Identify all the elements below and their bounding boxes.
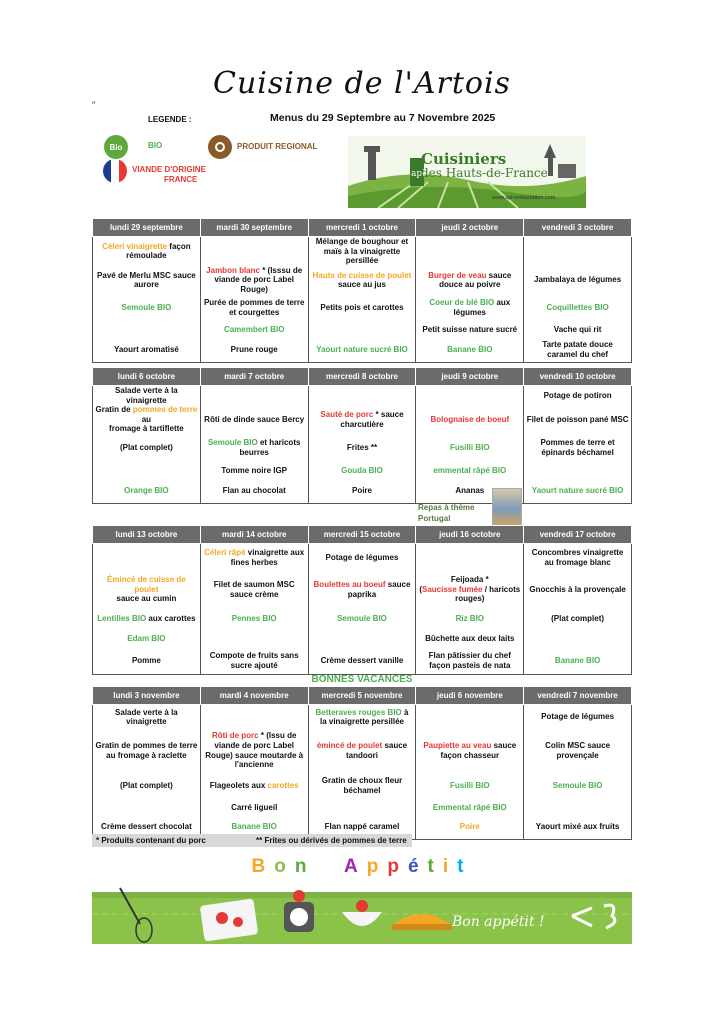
regional-product-icon — [208, 135, 232, 159]
footnote-fries: ** Frites ou dérivés de pommes de terre — [256, 836, 407, 845]
menu-cell: Poire — [308, 479, 416, 504]
menu-cell: Bolognaise de boeuf — [416, 405, 524, 434]
menu-row-main — [93, 266, 632, 295]
menu-cell: Pommes de terre et épinards béchamel — [524, 434, 632, 462]
menu-cell — [524, 800, 632, 816]
menu-cell: Colin MSC sauce provençale — [524, 730, 632, 772]
menu-cell: Prune rouge — [200, 338, 308, 363]
footnote-pork: * Produits contenant du porc — [96, 836, 206, 845]
menu-cell: Fusilli BIO — [416, 434, 524, 462]
day-header: mercredi 1 octobre — [308, 219, 416, 237]
menu-row-starter — [93, 386, 632, 406]
day-header: vendredi 10 octobre — [524, 368, 632, 386]
menu-cell: Orange BIO — [93, 479, 201, 504]
menu-cell: Yaourt nature sucré BIO — [308, 338, 416, 363]
legend-label: LEGENDE : — [148, 115, 192, 124]
menu-cell: Riz BIO — [416, 608, 524, 630]
menu-cell: Banane BIO — [416, 338, 524, 363]
day-header: lundi 13 octobre — [93, 526, 201, 544]
menu-cell: Burger de veau sauce douce au poivre — [416, 266, 524, 295]
menu-cell: Yaourt nature sucré BIO — [524, 479, 632, 504]
day-header: vendredi 7 novembre — [524, 687, 632, 705]
menu-row-main — [93, 730, 632, 772]
menu-cell: emmental râpé BIO — [416, 462, 524, 479]
bon-appetit-heading: Bon Appétit — [251, 856, 473, 877]
menu-cell: Banane BIO — [524, 648, 632, 675]
menu-cell: Poire — [416, 816, 524, 840]
day-header: lundi 3 novembre — [93, 687, 201, 705]
menu-cell — [416, 544, 524, 572]
menu-cell: Fusilli BIO — [416, 772, 524, 800]
menu-cell: Emmental râpé BIO — [416, 800, 524, 816]
menu-cell: Jambon blanc * (Isssu de viande de porc Label Rouge) — [200, 266, 308, 295]
menu-cell: Sauté de porc * sauce charcutière — [308, 405, 416, 434]
menu-cell: Yaourt aromatisé — [93, 338, 201, 363]
menu-row-dairy — [93, 800, 632, 816]
menu-cell: Flan au chocolat — [200, 479, 308, 504]
menu-cell — [308, 800, 416, 816]
menu-row-starter — [93, 237, 632, 266]
menu-cell: Céleri râpé vinaigrette aux fines herbes — [200, 544, 308, 572]
menu-cell: Gratin de choux fleur béchamel — [308, 772, 416, 800]
menu-week-1 — [92, 218, 632, 363]
day-header: jeudi 9 octobre — [416, 368, 524, 386]
menu-cell: Lentilles BIO aux carottes — [93, 608, 201, 630]
day-header: vendredi 17 octobre — [524, 526, 632, 544]
menu-cell: Concombres vinaigrette au fromage blanc — [524, 544, 632, 572]
page-title: Cuisine de l'Artois — [213, 66, 511, 101]
day-header: mardi 30 septembre — [200, 219, 308, 237]
menu-cell: Yaourt mixé aux fruits — [524, 816, 632, 840]
menu-row-dairy — [93, 462, 632, 479]
menu-row-side — [93, 772, 632, 800]
menu-cell: Bûchette aux deux laits — [416, 630, 524, 648]
menu-cell — [524, 630, 632, 648]
menu-cell: (Plat complet) — [93, 772, 201, 800]
menu-cell: Semoule BIO — [524, 772, 632, 800]
menu-cell — [200, 705, 308, 730]
menu-cell: Hauts de cuisse de poulet sauce au jus — [308, 266, 416, 295]
menu-cell — [308, 322, 416, 338]
menu-cell — [200, 630, 308, 648]
menu-cell — [200, 386, 308, 406]
menu-row-main — [93, 405, 632, 434]
menu-cell: Gratin de pommes de terre au fromage à raclette — [93, 730, 201, 772]
menu-cell: Camembert BIO — [200, 322, 308, 338]
menu-row-dessert — [93, 338, 632, 363]
menu-cell: émincé de poulet sauce tandoori — [308, 730, 416, 772]
cutting-board-icon — [200, 898, 258, 941]
menu-period: Menus du 29 Septembre au 7 Novembre 2025 — [270, 112, 496, 124]
menu-cell: Petits pois et carottes — [308, 295, 416, 322]
day-header: mardi 14 octobre — [200, 526, 308, 544]
day-header: lundi 29 septembre — [93, 219, 201, 237]
logo-line1: Cuisiniers — [421, 150, 507, 168]
menu-cell: Gouda BIO — [308, 462, 416, 479]
menu-row-dessert — [93, 648, 632, 675]
menu-cell — [93, 544, 201, 572]
menu-cell: Émincé de cuisse de poulet sauce au cumin — [93, 572, 201, 608]
menu-cell: Flan nappé caramel — [308, 816, 416, 840]
menu-cell — [93, 322, 201, 338]
menu-cell: Frites ** — [308, 434, 416, 462]
menu-cell — [416, 705, 524, 730]
menu-cell: Purée de pommes de terre et courgettes — [200, 295, 308, 322]
menu-cell: Crème dessert chocolat — [93, 816, 201, 840]
api-logo-mark: api — [411, 169, 426, 179]
week-header-row — [93, 526, 632, 544]
legend-bio: BIO — [148, 141, 163, 150]
day-header: jeudi 6 novembre — [416, 687, 524, 705]
menu-cell: (Plat complet) — [93, 434, 201, 462]
day-header: jeudi 16 octobre — [416, 526, 524, 544]
menu-cell — [308, 630, 416, 648]
menu-cell: Tomme noire IGP — [200, 462, 308, 479]
legend-viande: VIANDE D'ORIGINE — [132, 165, 206, 174]
menu-cell — [93, 800, 201, 816]
menu-cell: Edam BIO — [93, 630, 201, 648]
menu-cell: Feijoada * (Saucisse fumée / haricots rouges) — [416, 572, 524, 608]
menu-cell — [308, 386, 416, 406]
menu-cell: Flan pâtissier du chef façon pasteis de nata — [416, 648, 524, 675]
menu-cell: Rôti de dinde sauce Bercy — [200, 405, 308, 434]
day-header: vendredi 3 octobre — [524, 219, 632, 237]
menu-cell: Mélange de boughour et maïs à la vinaigrette persillée — [308, 237, 416, 266]
legend-regional: PRODUIT REGIONAL — [237, 142, 318, 151]
menu-cell — [416, 237, 524, 266]
menu-cell: (Plat complet) — [524, 608, 632, 630]
menu-row-dessert — [93, 479, 632, 504]
week-header-row — [93, 219, 632, 237]
menu-cell: Pennes BIO — [200, 608, 308, 630]
menu-week-3 — [92, 525, 632, 675]
menu-cell: Pavé de Merlu MSC sauce aurore — [93, 266, 201, 295]
menu-cell — [93, 462, 201, 479]
menu-cell: Potage de légumes — [524, 705, 632, 730]
menu-cell — [200, 237, 308, 266]
menu-row-dairy — [93, 322, 632, 338]
menu-cell: Pomme — [93, 648, 201, 675]
bio-icon: Bio — [104, 135, 128, 159]
menu-cell: Gratin de pommes de terre au fromage à tartiflette — [93, 405, 201, 434]
menu-cell: Jambalaya de légumes — [524, 266, 632, 295]
france-flag-icon — [103, 159, 127, 183]
week-header-row — [93, 368, 632, 386]
menu-cell: Potage de potiron — [524, 386, 632, 406]
menu-cell: Semoule BIO et haricots beurres — [200, 434, 308, 462]
menu-cell: Salade verte à la vinaigrette — [93, 386, 201, 406]
portugal-photo — [492, 488, 522, 526]
menu-cell: Compote de fruits sans sucre ajouté — [200, 648, 308, 675]
menu-row-side — [93, 295, 632, 322]
day-header: mercredi 8 octobre — [308, 368, 416, 386]
menu-row-main — [93, 572, 632, 608]
logo-line2: des Hauts-de-France — [421, 166, 548, 180]
day-header: mercredi 5 novembre — [308, 687, 416, 705]
menu-cell: Gnocchis à la provençale — [524, 572, 632, 608]
menu-cell: Salade verte à la vinaigrette — [93, 705, 201, 730]
menu-cell: Rôti de porc * (Issu de viande de porc Label Rouge) sauce moutarde à l'ancienne — [200, 730, 308, 772]
day-header: mardi 4 novembre — [200, 687, 308, 705]
menu-row-side — [93, 608, 632, 630]
menu-cell: Carré ligueil — [200, 800, 308, 816]
menu-cell: Banane BIO — [200, 816, 308, 840]
menu-cell: Betteraves rouges BIO à la vinaigrette persillée — [308, 705, 416, 730]
week-header-row — [93, 687, 632, 705]
menu-cell: Crème dessert vanille — [308, 648, 416, 675]
menu-cell — [524, 462, 632, 479]
menu-cell: Paupiette au veau sauce façon chasseur — [416, 730, 524, 772]
day-header: mercredi 15 octobre — [308, 526, 416, 544]
menu-cell: Potage de légumes — [308, 544, 416, 572]
menu-cell: Coeur de blé BIO aux légumes — [416, 295, 524, 322]
holiday-banner: BONNES VACANCES — [311, 674, 413, 685]
menu-cell: Flageolets aux carottes — [200, 772, 308, 800]
menu-cell: Tarte patate douce caramel du chef — [524, 338, 632, 363]
menu-cell: Vache qui rit — [524, 322, 632, 338]
day-header: mardi 7 octobre — [200, 368, 308, 386]
day-header: jeudi 2 octobre — [416, 219, 524, 237]
stray-quote: " — [92, 100, 96, 110]
banner-bon-appetit: Bon appétit ! — [452, 914, 545, 930]
menu-cell: Filet de saumon MSC sauce crème — [200, 572, 308, 608]
menu-cell: Filet de poisson pané MSC — [524, 405, 632, 434]
menu-cell — [524, 237, 632, 266]
day-header: lundi 6 octobre — [93, 368, 201, 386]
menu-cell: Petit suisse nature sucré — [416, 322, 524, 338]
menu-cell: Boulettes au boeuf sauce paprika — [308, 572, 416, 608]
menu-row-dairy — [93, 630, 632, 648]
menu-week-2 — [92, 367, 632, 504]
legend-france: FRANCE — [164, 175, 198, 184]
menu-cell: Céleri vinaigrette façon rémoulade — [93, 237, 201, 266]
menu-cell — [416, 386, 524, 406]
menu-row-starter — [93, 544, 632, 572]
menu-cell: Semoule BIO — [93, 295, 201, 322]
menu-row-side — [93, 434, 632, 462]
logo-url: www.api-restauration.com — [492, 195, 556, 201]
menu-row-starter — [93, 705, 632, 730]
menu-cell: Coquillettes BIO — [524, 295, 632, 322]
menu-week-4 — [92, 686, 632, 840]
kitchen-banner — [92, 884, 632, 944]
menu-cell: Semoule BIO — [308, 608, 416, 630]
theme-meal-label: Repas à thème Portugal — [418, 503, 475, 524]
menu-cell: Ananas — [416, 479, 524, 504]
